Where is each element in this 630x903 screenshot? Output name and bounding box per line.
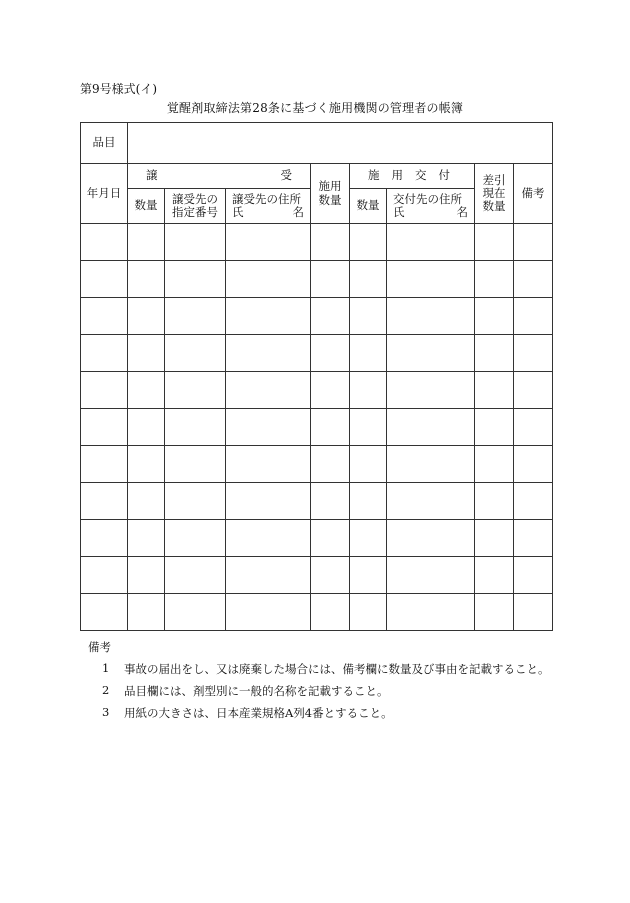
- table-cell[interactable]: [475, 298, 514, 335]
- table-cell[interactable]: [311, 224, 350, 261]
- table-cell[interactable]: [475, 335, 514, 372]
- table-cell[interactable]: [387, 409, 475, 446]
- table-cell[interactable]: [165, 409, 226, 446]
- table-cell[interactable]: [311, 298, 350, 335]
- header-row-1: [81, 164, 553, 189]
- shiyou-header: 施用 数量: [311, 164, 350, 224]
- koufu-qty-header: 数量: [350, 189, 387, 224]
- table-cell[interactable]: [475, 557, 514, 594]
- table-cell[interactable]: [165, 520, 226, 557]
- table-cell[interactable]: [387, 446, 475, 483]
- table-cell[interactable]: [81, 483, 128, 520]
- table-row: [81, 520, 553, 557]
- form-id: 第9号様式(イ): [80, 82, 157, 96]
- table-cell[interactable]: [514, 483, 553, 520]
- table-cell[interactable]: [514, 520, 553, 557]
- jouju-header: 譲 受: [128, 164, 311, 189]
- table-row: [81, 335, 553, 372]
- table-cell[interactable]: [350, 557, 387, 594]
- table-cell[interactable]: [128, 298, 165, 335]
- table-cell[interactable]: [226, 261, 311, 298]
- table-cell[interactable]: [475, 409, 514, 446]
- table-cell[interactable]: [165, 557, 226, 594]
- table-cell[interactable]: [387, 594, 475, 631]
- table-cell[interactable]: [128, 520, 165, 557]
- table-cell[interactable]: [387, 335, 475, 372]
- table-cell[interactable]: [226, 520, 311, 557]
- table-row: [81, 594, 553, 631]
- table-cell[interactable]: [514, 298, 553, 335]
- table-row: [81, 446, 553, 483]
- table-cell[interactable]: [128, 261, 165, 298]
- table-cell[interactable]: [81, 298, 128, 335]
- table-cell[interactable]: [350, 335, 387, 372]
- document-title: 覚醒剤取締法第28条に基づく施用機関の管理者の帳簿: [166, 101, 464, 115]
- table-row: [81, 409, 553, 446]
- table-cell[interactable]: [311, 335, 350, 372]
- table-cell[interactable]: [311, 409, 350, 446]
- table-cell[interactable]: [165, 446, 226, 483]
- table-cell[interactable]: [81, 594, 128, 631]
- table-cell[interactable]: [165, 298, 226, 335]
- ledger-table: [80, 122, 553, 631]
- date-header: 年月日: [81, 164, 128, 224]
- table-cell[interactable]: [350, 520, 387, 557]
- table-cell[interactable]: [128, 224, 165, 261]
- table-cell[interactable]: [350, 409, 387, 446]
- data-rows: [81, 224, 553, 631]
- table-cell[interactable]: [475, 224, 514, 261]
- table-cell[interactable]: [165, 594, 226, 631]
- table-cell[interactable]: [128, 446, 165, 483]
- shiyou-koufu-header: 施 用 交 付: [350, 164, 475, 189]
- note-item: 3 用紙の大きさは、日本産業規格A列4番とすること。: [102, 705, 393, 720]
- table-cell[interactable]: [128, 409, 165, 446]
- table-cell[interactable]: [350, 594, 387, 631]
- table-cell[interactable]: [387, 372, 475, 409]
- table-cell[interactable]: [350, 298, 387, 335]
- table-cell[interactable]: [514, 372, 553, 409]
- table-cell[interactable]: [81, 557, 128, 594]
- table-cell[interactable]: [387, 261, 475, 298]
- table-cell[interactable]: [226, 594, 311, 631]
- table-cell[interactable]: [128, 594, 165, 631]
- table-cell[interactable]: [387, 298, 475, 335]
- table-row: [81, 298, 553, 335]
- table-cell[interactable]: [475, 594, 514, 631]
- table-cell[interactable]: [226, 298, 311, 335]
- table-row: [81, 372, 553, 409]
- table-cell[interactable]: [350, 372, 387, 409]
- table-cell[interactable]: [128, 335, 165, 372]
- table-cell[interactable]: [514, 261, 553, 298]
- sashihiki-header: 差引 現在 数量: [475, 164, 514, 224]
- bikou-header: 備考: [514, 164, 553, 224]
- table-cell[interactable]: [165, 372, 226, 409]
- table-cell[interactable]: [311, 261, 350, 298]
- table-cell[interactable]: [81, 261, 128, 298]
- table-cell[interactable]: [514, 335, 553, 372]
- jouju-shitei-header: 譲受先の 指定番号: [165, 189, 226, 224]
- table-cell[interactable]: [81, 224, 128, 261]
- table-cell[interactable]: [165, 335, 226, 372]
- table-cell[interactable]: [81, 409, 128, 446]
- table-cell[interactable]: [311, 520, 350, 557]
- table-cell[interactable]: [475, 520, 514, 557]
- table-cell[interactable]: [81, 335, 128, 372]
- koufu-addr-header: 交付先の住所 氏 名: [387, 189, 475, 224]
- table-cell[interactable]: [387, 224, 475, 261]
- notes-title: 備考: [88, 640, 111, 654]
- table-cell[interactable]: [514, 594, 553, 631]
- table-cell[interactable]: [514, 557, 553, 594]
- table-cell[interactable]: [165, 224, 226, 261]
- table-cell[interactable]: [128, 557, 165, 594]
- table-cell[interactable]: [475, 446, 514, 483]
- table-cell[interactable]: [387, 557, 475, 594]
- table-cell[interactable]: [514, 224, 553, 261]
- table-cell[interactable]: [475, 261, 514, 298]
- table-cell[interactable]: [387, 520, 475, 557]
- table-cell[interactable]: [226, 483, 311, 520]
- table-cell[interactable]: [226, 557, 311, 594]
- note-item: 2 品目欄には、剤型別に一般的名称を記載すること。: [102, 683, 389, 698]
- table-cell[interactable]: [350, 261, 387, 298]
- note-item: 1 事故の届出をし、又は廃棄した場合には、備考欄に数量及び事由を記載すること。: [102, 661, 550, 676]
- table-cell[interactable]: [350, 446, 387, 483]
- table-cell[interactable]: [81, 446, 128, 483]
- table-cell[interactable]: [226, 335, 311, 372]
- table-cell[interactable]: [226, 372, 311, 409]
- table-cell[interactable]: [311, 483, 350, 520]
- table-cell[interactable]: [165, 483, 226, 520]
- table-cell[interactable]: [226, 446, 311, 483]
- table-cell[interactable]: [311, 557, 350, 594]
- table-cell[interactable]: [475, 372, 514, 409]
- table-cell[interactable]: [311, 446, 350, 483]
- table-cell[interactable]: [128, 483, 165, 520]
- hinmoku-row: [81, 123, 553, 164]
- table-cell[interactable]: [514, 409, 553, 446]
- table-cell[interactable]: [311, 594, 350, 631]
- table-row: [81, 261, 553, 298]
- table-cell[interactable]: [350, 483, 387, 520]
- jouju-addr-header: 譲受先の住所 氏 名: [226, 189, 311, 224]
- jouju-qty-header: 数量: [128, 189, 165, 224]
- table-row: [81, 483, 553, 520]
- hinmoku-value-cell[interactable]: [128, 123, 553, 164]
- table-cell[interactable]: [514, 446, 553, 483]
- table-row: [81, 557, 553, 594]
- table-cell[interactable]: [128, 372, 165, 409]
- table-cell[interactable]: [165, 261, 226, 298]
- table-cell[interactable]: [81, 372, 128, 409]
- table-cell[interactable]: [387, 483, 475, 520]
- notes-section: [88, 639, 550, 727]
- table-cell[interactable]: [475, 483, 514, 520]
- table-cell[interactable]: [311, 372, 350, 409]
- table-cell[interactable]: [350, 224, 387, 261]
- table-row: [81, 224, 553, 261]
- table-cell[interactable]: [226, 224, 311, 261]
- table-cell[interactable]: [81, 520, 128, 557]
- hinmoku-label: 品目: [81, 123, 128, 164]
- table-cell[interactable]: [226, 409, 311, 446]
